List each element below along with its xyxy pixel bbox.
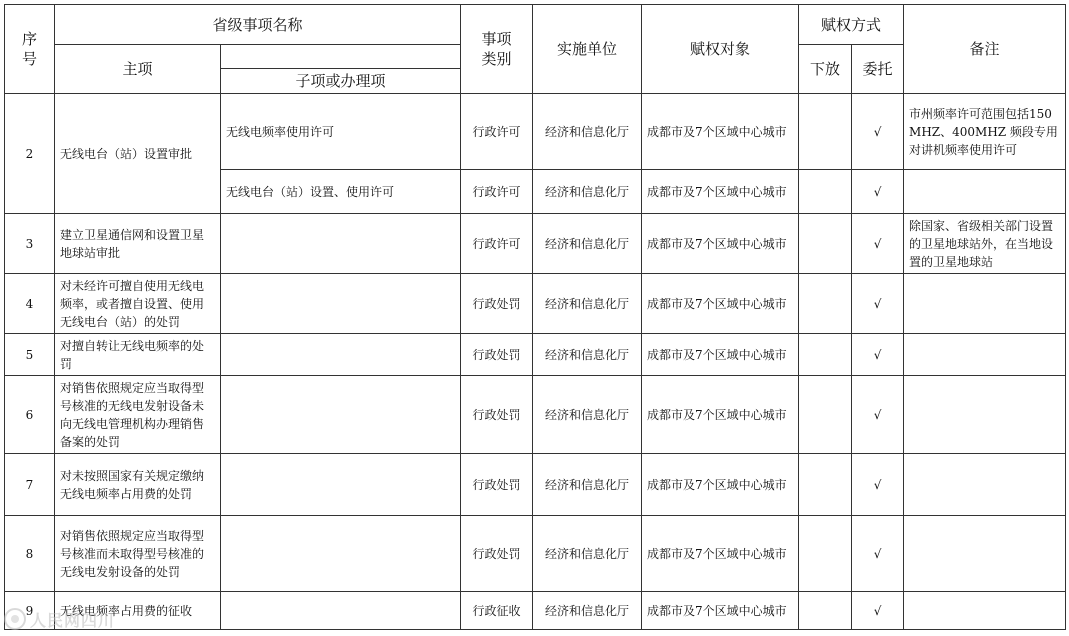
cell-unit: 经济和信息化厅 — [533, 170, 642, 214]
cell-category: 行政处罚 — [461, 376, 533, 454]
header-sub-spacer — [221, 45, 461, 69]
cell-target: 成都市及7个区域中心城市 — [642, 376, 799, 454]
table-body — [5, 94, 1066, 630]
cell-seq: 4 — [5, 274, 55, 334]
cell-down — [799, 516, 852, 592]
cell-category: 行政许可 — [461, 214, 533, 274]
cell-main: 无线电频率占用费的征收 — [55, 592, 221, 630]
cell-unit: 经济和信息化厅 — [533, 516, 642, 592]
cell-entrust: √ — [852, 214, 904, 274]
cell-remark — [904, 592, 1066, 630]
table-row — [5, 454, 1066, 516]
cell-main: 对未按照国家有关规定缴纳无线电频率占用费的处罚 — [55, 454, 221, 516]
table-row — [5, 214, 1066, 274]
table-row — [5, 334, 1066, 376]
table-row — [5, 516, 1066, 592]
header-unit: 实施单位 — [533, 5, 642, 94]
header-item-name: 省级事项名称 — [55, 5, 461, 45]
cell-sub — [221, 592, 461, 630]
cell-entrust: √ — [852, 516, 904, 592]
header-delegate-down: 下放 — [799, 45, 852, 94]
cell-sub — [221, 214, 461, 274]
cell-category: 行政征收 — [461, 592, 533, 630]
cell-unit: 经济和信息化厅 — [533, 376, 642, 454]
cell-entrust: √ — [852, 274, 904, 334]
cell-unit: 经济和信息化厅 — [533, 454, 642, 516]
table-row — [5, 376, 1066, 454]
cell-sub — [221, 376, 461, 454]
cell-seq: 6 — [5, 376, 55, 454]
cell-unit: 经济和信息化厅 — [533, 334, 642, 376]
cell-down — [799, 94, 852, 170]
header-seq: 序 号 — [5, 5, 55, 94]
cell-target: 成都市及7个区域中心城市 — [642, 516, 799, 592]
cell-entrust: √ — [852, 334, 904, 376]
header-entrust: 委托 — [852, 45, 904, 94]
cell-target: 成都市及7个区域中心城市 — [642, 214, 799, 274]
cell-target: 成都市及7个区域中心城市 — [642, 454, 799, 516]
cell-unit: 经济和信息化厅 — [533, 94, 642, 170]
cell-remark: 市州频率许可范围包括150MHZ、400MHZ 频段专用对讲机频率使用许可 — [904, 94, 1066, 170]
cell-category: 行政处罚 — [461, 274, 533, 334]
cell-remark — [904, 516, 1066, 592]
cell-category: 行政许可 — [461, 170, 533, 214]
watermark-logo-icon — [4, 608, 26, 630]
cell-down — [799, 454, 852, 516]
header-main-item: 主项 — [55, 45, 221, 94]
cell-target: 成都市及7个区域中心城市 — [642, 334, 799, 376]
cell-unit: 经济和信息化厅 — [533, 592, 642, 630]
cell-entrust: √ — [852, 454, 904, 516]
cell-sub — [221, 274, 461, 334]
cell-seq: 8 — [5, 516, 55, 592]
cell-down — [799, 376, 852, 454]
cell-sub: 无线电台（站）设置、使用许可 — [221, 170, 461, 214]
cell-entrust: √ — [852, 592, 904, 630]
table-header — [5, 5, 1066, 94]
cell-remark — [904, 274, 1066, 334]
cell-main: 建立卫星通信网和设置卫星地球站审批 — [55, 214, 221, 274]
cell-target: 成都市及7个区域中心城市 — [642, 170, 799, 214]
cell-entrust: √ — [852, 376, 904, 454]
cell-target: 成都市及7个区域中心城市 — [642, 94, 799, 170]
cell-main: 对销售依照规定应当取得型号核准的无线电发射设备未向无线电管理机构办理销售备案的处罚 — [55, 376, 221, 454]
cell-sub — [221, 454, 461, 516]
cell-down — [799, 334, 852, 376]
cell-category: 行政处罚 — [461, 454, 533, 516]
cell-seq: 5 — [5, 334, 55, 376]
cell-sub — [221, 334, 461, 376]
cell-category: 行政处罚 — [461, 516, 533, 592]
cell-sub: 无线电频率使用许可 — [221, 94, 461, 170]
table-row — [5, 94, 1066, 170]
cell-remark — [904, 454, 1066, 516]
cell-down — [799, 170, 852, 214]
cell-category: 行政处罚 — [461, 334, 533, 376]
cell-main: 无线电台（站）设置审批 — [55, 94, 221, 214]
cell-unit: 经济和信息化厅 — [533, 214, 642, 274]
cell-seq: 9 — [5, 592, 55, 630]
delegation-table — [4, 4, 1066, 630]
watermark — [4, 604, 194, 634]
cell-down — [799, 214, 852, 274]
cell-main: 对销售依照规定应当取得型号核准而未取得型号核准的无线电发射设备的处罚 — [55, 516, 221, 592]
cell-seq: 3 — [5, 214, 55, 274]
header-target: 赋权对象 — [642, 5, 799, 94]
header-sub-item: 子项或办理项 — [221, 69, 461, 94]
cell-down — [799, 274, 852, 334]
cell-remark: 除国家、省级相关部门设置的卫星地球站外，在当地设置的卫星地球站 — [904, 214, 1066, 274]
cell-category: 行政许可 — [461, 94, 533, 170]
cell-target: 成都市及7个区域中心城市 — [642, 274, 799, 334]
cell-remark — [904, 376, 1066, 454]
cell-entrust: √ — [852, 94, 904, 170]
header-category: 事项 类别 — [461, 5, 533, 94]
table-row — [5, 274, 1066, 334]
cell-seq: 7 — [5, 454, 55, 516]
cell-target: 成都市及7个区域中心城市 — [642, 592, 799, 630]
cell-seq: 2 — [5, 94, 55, 214]
cell-entrust: √ — [852, 170, 904, 214]
cell-main: 对未经许可擅自使用无线电频率，或者擅自设置、使用无线电台（站）的处罚 — [55, 274, 221, 334]
cell-remark — [904, 334, 1066, 376]
cell-remark — [904, 170, 1066, 214]
header-remark: 备注 — [904, 5, 1066, 94]
cell-main: 对擅自转让无线电频率的处罚 — [55, 334, 221, 376]
header-method: 赋权方式 — [799, 5, 904, 45]
cell-sub — [221, 516, 461, 592]
cell-unit: 经济和信息化厅 — [533, 274, 642, 334]
cell-down — [799, 592, 852, 630]
watermark-text: 人民网四川 — [30, 610, 116, 630]
